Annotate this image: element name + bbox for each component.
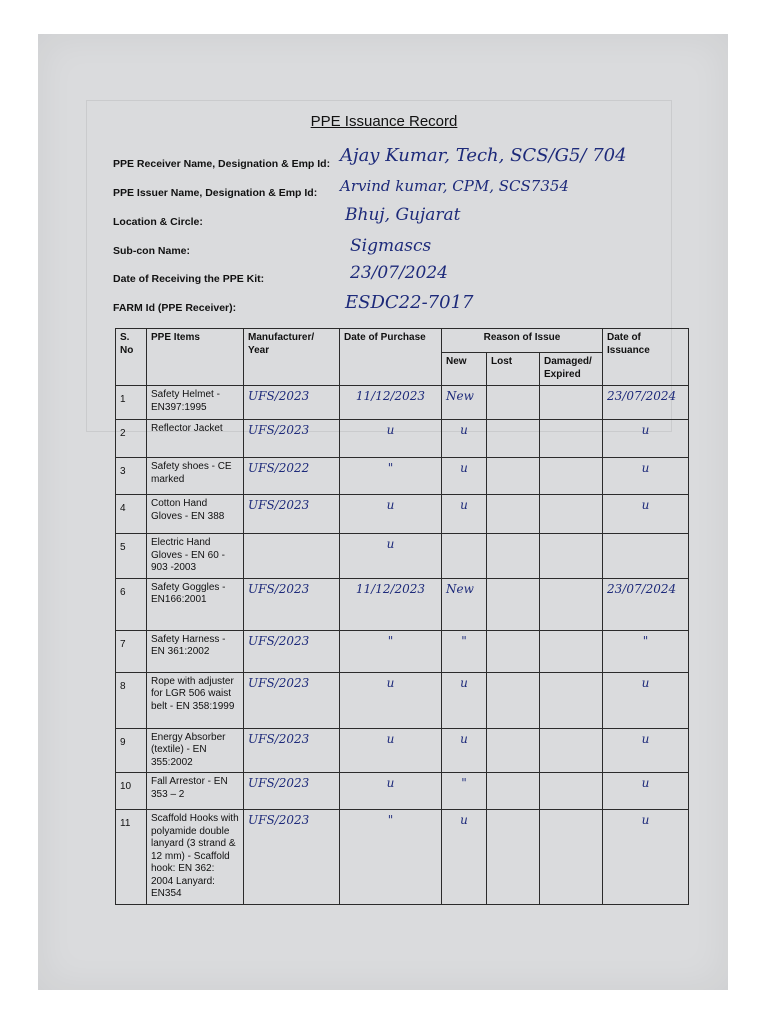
row-issuance: u bbox=[603, 728, 689, 773]
issuer-label: PPE Issuer Name, Designation & Emp Id: bbox=[113, 187, 318, 199]
location-label: Location & Circle: bbox=[113, 216, 203, 228]
row-issuance: 23/07/2024 bbox=[603, 386, 689, 420]
table-header-row bbox=[116, 329, 689, 353]
row-lost bbox=[487, 386, 540, 420]
row-manufacturer bbox=[244, 534, 340, 579]
row-damaged bbox=[540, 386, 603, 420]
row-purchase: u bbox=[340, 672, 442, 728]
subcon-value: Sigmascs bbox=[350, 236, 432, 256]
row-new bbox=[442, 534, 487, 579]
row-lost bbox=[487, 420, 540, 458]
row-damaged bbox=[540, 420, 603, 458]
row-item: Safety Helmet - EN397:1995 bbox=[147, 386, 244, 420]
table-row bbox=[116, 630, 689, 672]
row-lost bbox=[487, 495, 540, 534]
row-purchase: 11/12/2023 bbox=[340, 578, 442, 630]
table-row bbox=[116, 810, 689, 905]
row-issuance: u bbox=[603, 495, 689, 534]
row-sno: 8 bbox=[116, 672, 147, 728]
row-manufacturer: UFS/2023 bbox=[244, 773, 340, 810]
row-lost bbox=[487, 728, 540, 773]
row-sno: 9 bbox=[116, 728, 147, 773]
row-issuance bbox=[603, 534, 689, 579]
row-new: u bbox=[442, 495, 487, 534]
row-item: Safety Harness - EN 361:2002 bbox=[147, 630, 244, 672]
table-row bbox=[116, 578, 689, 630]
row-new: u bbox=[442, 728, 487, 773]
row-purchase: u bbox=[340, 728, 442, 773]
row-sno: 1 bbox=[116, 386, 147, 420]
row-new: New bbox=[442, 578, 487, 630]
table-row bbox=[116, 495, 689, 534]
row-new: " bbox=[442, 773, 487, 810]
row-new: New bbox=[442, 386, 487, 420]
farm-id-label: FARM Id (PPE Receiver): bbox=[113, 302, 237, 314]
row-purchase: " bbox=[340, 458, 442, 495]
row-sno: 3 bbox=[116, 458, 147, 495]
row-purchase: " bbox=[340, 630, 442, 672]
row-lost bbox=[487, 458, 540, 495]
row-item: Fall Arrestor - EN 353 – 2 bbox=[147, 773, 244, 810]
row-issuance: " bbox=[603, 630, 689, 672]
location-value: Bhuj, Gujarat bbox=[345, 205, 461, 225]
row-item: Electric Hand Gloves - EN 60 - 903 -2003 bbox=[147, 534, 244, 579]
row-manufacturer: UFS/2023 bbox=[244, 630, 340, 672]
row-damaged bbox=[540, 630, 603, 672]
farm-id-value: ESDC22-7017 bbox=[345, 292, 474, 313]
row-lost bbox=[487, 672, 540, 728]
row-manufacturer: UFS/2023 bbox=[244, 495, 340, 534]
header-sno: S. No bbox=[116, 329, 147, 386]
row-purchase: u bbox=[340, 534, 442, 579]
row-manufacturer: UFS/2023 bbox=[244, 386, 340, 420]
row-item: Safety shoes - CE marked bbox=[147, 458, 244, 495]
row-issuance: u bbox=[603, 672, 689, 728]
header-issuance: Date of Issuance bbox=[603, 329, 689, 386]
row-purchase: " bbox=[340, 810, 442, 905]
row-damaged bbox=[540, 458, 603, 495]
header-damaged: Damaged/ Expired bbox=[540, 353, 603, 386]
header-purchase: Date of Purchase bbox=[340, 329, 442, 386]
row-sno: 6 bbox=[116, 578, 147, 630]
row-lost bbox=[487, 630, 540, 672]
row-lost bbox=[487, 534, 540, 579]
row-damaged bbox=[540, 728, 603, 773]
row-item: Safety Goggles - EN166:2001 bbox=[147, 578, 244, 630]
table-row bbox=[116, 458, 689, 495]
table-row bbox=[116, 420, 689, 458]
row-damaged bbox=[540, 810, 603, 905]
row-purchase: u bbox=[340, 773, 442, 810]
row-manufacturer: UFS/2023 bbox=[244, 672, 340, 728]
row-new: u bbox=[442, 672, 487, 728]
table-row bbox=[116, 773, 689, 810]
row-manufacturer: UFS/2023 bbox=[244, 810, 340, 905]
row-damaged bbox=[540, 534, 603, 579]
row-damaged bbox=[540, 672, 603, 728]
header-new: New bbox=[442, 353, 487, 386]
subcon-label: Sub-con Name: bbox=[113, 245, 191, 257]
row-new: u bbox=[442, 810, 487, 905]
row-sno: 7 bbox=[116, 630, 147, 672]
row-lost bbox=[487, 578, 540, 630]
row-sno: 10 bbox=[116, 773, 147, 810]
row-manufacturer: UFS/2023 bbox=[244, 420, 340, 458]
row-new: u bbox=[442, 458, 487, 495]
row-issuance: u bbox=[603, 420, 689, 458]
row-issuance: u bbox=[603, 810, 689, 905]
ppe-table bbox=[115, 328, 689, 905]
receiving-date-value: 23/07/2024 bbox=[350, 263, 448, 283]
row-sno: 2 bbox=[116, 420, 147, 458]
row-manufacturer: UFS/2023 bbox=[244, 578, 340, 630]
table-row bbox=[116, 728, 689, 773]
row-lost bbox=[487, 810, 540, 905]
document-title: PPE Issuance Record bbox=[310, 113, 458, 130]
header-lost: Lost bbox=[487, 353, 540, 386]
row-damaged bbox=[540, 578, 603, 630]
row-item: Scaffold Hooks with polyamide double lanyard (3 strand & 12 mm) - Scaffold hook: EN 362: 2004 Lanyard: EN354 bbox=[147, 810, 244, 905]
header-reason: Reason of Issue bbox=[442, 329, 603, 353]
table-row bbox=[116, 672, 689, 728]
table-row bbox=[116, 386, 689, 420]
row-sno: 5 bbox=[116, 534, 147, 579]
receiver-label: PPE Receiver Name, Designation & Emp Id: bbox=[113, 158, 331, 170]
receiver-value: Ajay Kumar, Tech, SCS/G5/ 704 bbox=[340, 145, 627, 166]
header-manufacturer: Manufacturer/ Year bbox=[244, 329, 340, 386]
row-manufacturer: UFS/2022 bbox=[244, 458, 340, 495]
row-lost bbox=[487, 773, 540, 810]
row-damaged bbox=[540, 495, 603, 534]
row-new: u bbox=[442, 420, 487, 458]
row-new: " bbox=[442, 630, 487, 672]
receiving-date-label: Date of Receiving the PPE Kit: bbox=[113, 273, 265, 285]
row-manufacturer: UFS/2023 bbox=[244, 728, 340, 773]
row-issuance: u bbox=[603, 773, 689, 810]
row-purchase: u bbox=[340, 495, 442, 534]
row-sno: 4 bbox=[116, 495, 147, 534]
row-purchase: u bbox=[340, 420, 442, 458]
row-issuance: 23/07/2024 bbox=[603, 578, 689, 630]
row-item: Rope with adjuster for LGR 506 waist belt - EN 358:1999 bbox=[147, 672, 244, 728]
row-issuance: u bbox=[603, 458, 689, 495]
row-item: Energy Absorber (textile) - EN 355:2002 bbox=[147, 728, 244, 773]
row-item: Reflector Jacket bbox=[147, 420, 244, 458]
issuer-value: Arvind kumar, CPM, SCS7354 bbox=[340, 177, 569, 195]
table-row bbox=[116, 534, 689, 579]
header-items: PPE Items bbox=[147, 329, 244, 386]
row-purchase: 11/12/2023 bbox=[340, 386, 442, 420]
row-item: Cotton Hand Gloves - EN 388 bbox=[147, 495, 244, 534]
row-damaged bbox=[540, 773, 603, 810]
row-sno: 11 bbox=[116, 810, 147, 905]
